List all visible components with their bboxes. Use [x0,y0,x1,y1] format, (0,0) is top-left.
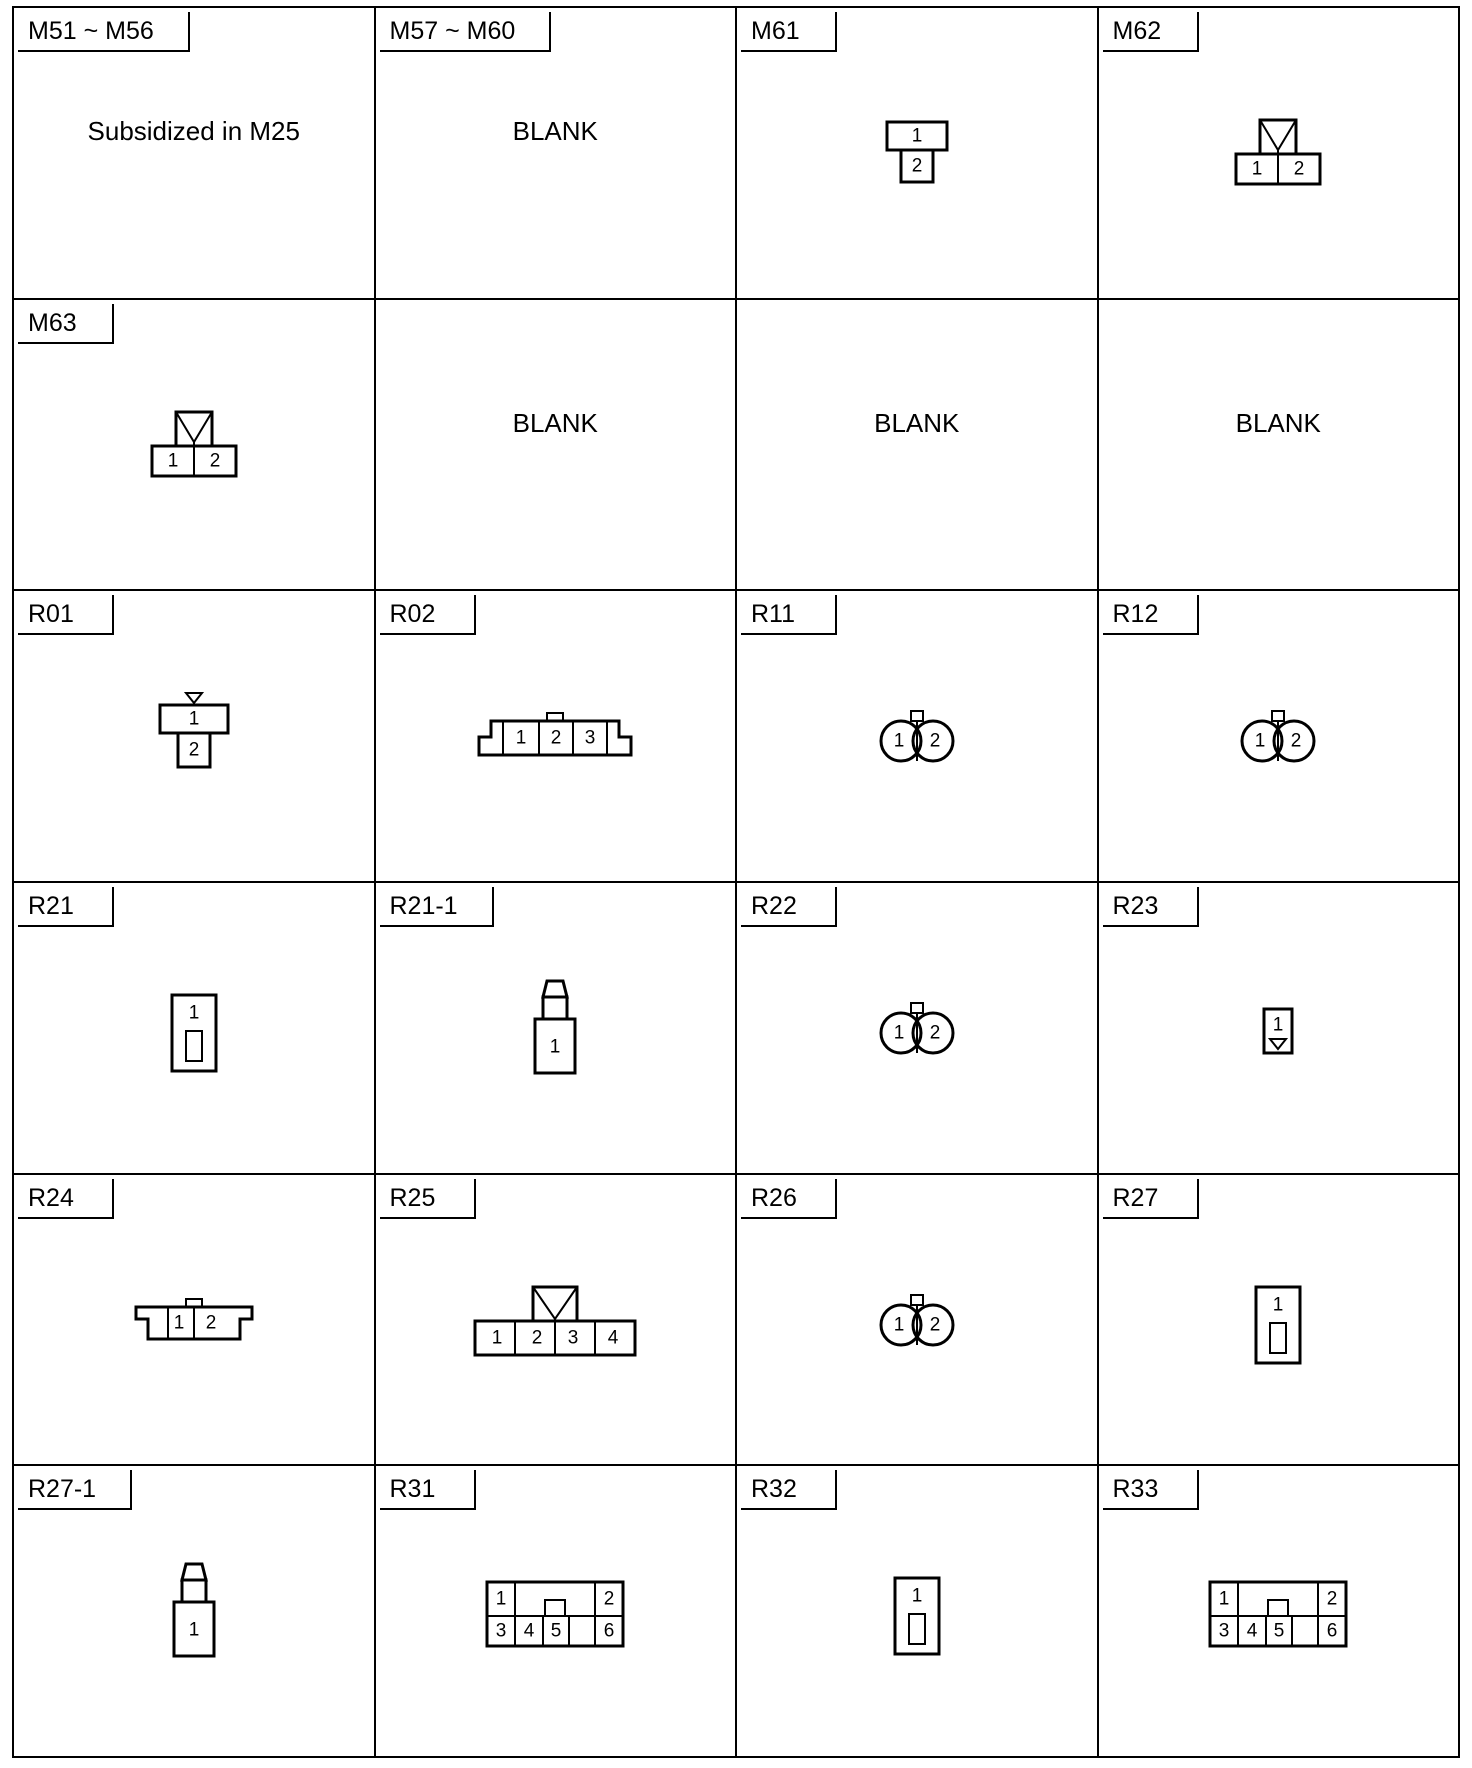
pin-number: 4 [523,1620,535,1642]
pin-number: 1 [188,1619,200,1641]
cell-note: BLANK [512,407,598,438]
connector-cell [737,300,1099,592]
pin-number: 3 [495,1620,507,1642]
connector-cell [376,591,738,883]
connector-face-diagram [94,390,294,510]
connector-face-diagram [94,1265,294,1385]
pin-number: 1 [1254,730,1266,752]
connector-id-label: R27 [1103,1179,1199,1219]
pin-number: 2 [209,450,221,472]
pin-number: 1 [549,1036,561,1058]
cell-note: Subsidized in M25 [87,116,300,146]
connector-face-diagram [817,1556,1017,1676]
connector-id-label: M57 ~ M60 [380,12,552,52]
connector-cell [14,883,376,1175]
pin-number: 1 [167,450,179,472]
pin-number: 6 [603,1620,615,1642]
connector-cell [737,591,1099,883]
pin-number: 2 [603,1588,615,1610]
pin-number: 5 [1273,1620,1285,1642]
pin-number: 2 [531,1327,543,1349]
pin-number: 2 [205,1312,217,1334]
pin-number: 1 [911,125,923,147]
connector-face-diagram [455,1265,655,1385]
pin-number: 2 [929,1022,941,1044]
connector-id-label: R12 [1103,595,1199,635]
pin-number: 1 [911,1585,923,1607]
connector-cell [1099,591,1461,883]
pin-number: 2 [1293,158,1305,180]
connector-face-diagram [817,681,1017,801]
connector-cell [1099,1175,1461,1467]
cell-note: BLANK [1235,407,1321,438]
connector-face-diagram [1178,973,1378,1093]
connector-id-label: R21 [18,887,114,927]
connector-face-diagram [1178,1556,1378,1676]
pin-number: 1 [893,1022,905,1044]
pin-number: 1 [495,1588,507,1610]
connector-cell [376,1175,738,1467]
connector-id-label: R25 [380,1179,476,1219]
pin-number: 1 [1218,1588,1230,1610]
connector-face-diagram [1178,1265,1378,1385]
connector-face-diagram [1178,98,1378,218]
pin-number: 2 [929,730,941,752]
connector-id-label: R23 [1103,887,1199,927]
connector-cell [14,8,376,300]
pin-number: 2 [550,727,562,749]
pin-number: 1 [173,1312,185,1334]
connector-cell [1099,300,1461,592]
connector-id-label: R33 [1103,1470,1199,1510]
connector-cell [1099,8,1461,300]
connector-cell [14,1466,376,1758]
connector-face-diagram [94,1556,294,1676]
pin-number: 2 [929,1314,941,1336]
pin-number: 4 [607,1327,619,1349]
connector-cell [737,1466,1099,1758]
pin-number: 6 [1326,1620,1338,1642]
connector-cell [14,1175,376,1467]
connector-id-label: M61 [741,12,837,52]
connector-id-label: R26 [741,1179,837,1219]
connector-cell [737,1175,1099,1467]
connector-id-label: R27-1 [18,1470,132,1510]
connector-id-label: R32 [741,1470,837,1510]
connector-id-label: M63 [18,304,114,344]
connector-face-diagram [455,973,655,1093]
pin-number: 1 [1272,1014,1284,1036]
connector-id-label: R21-1 [380,887,494,927]
pin-number: 1 [515,727,527,749]
connector-face-diagram [455,1556,655,1676]
pin-number: 4 [1246,1620,1258,1642]
connector-cell [737,8,1099,300]
connector-cell [1099,883,1461,1175]
pin-number: 1 [1251,158,1263,180]
connector-cell [14,300,376,592]
connector-face-diagram [817,973,1017,1093]
connector-id-label: R22 [741,887,837,927]
pin-number: 2 [188,739,200,761]
pin-number: 1 [188,1002,200,1024]
pin-number: 5 [550,1620,562,1642]
connector-face-diagram [1178,681,1378,801]
connector-cell [376,883,738,1175]
connector-id-label: M51 ~ M56 [18,12,190,52]
connector-cell [737,883,1099,1175]
connector-id-label: R31 [380,1470,476,1510]
cell-note: BLANK [512,116,598,146]
connector-cell [376,300,738,592]
pin-number: 1 [491,1327,503,1349]
pin-number: 1 [1272,1294,1284,1316]
connector-face-diagram [455,681,655,801]
pin-number: 1 [893,730,905,752]
connector-cell [1099,1466,1461,1758]
connector-face-diagram [817,98,1017,218]
pin-number: 2 [1326,1588,1338,1610]
connector-cell [376,1466,738,1758]
connector-cell [376,8,738,300]
pin-number: 3 [567,1327,579,1349]
pin-number: 1 [893,1314,905,1336]
connector-face-diagram [94,973,294,1093]
pin-number: 3 [1218,1620,1230,1642]
connector-id-label: R02 [380,595,476,635]
connector-cell [14,591,376,883]
pin-number: 2 [911,155,923,177]
connector-grid [12,6,1460,1758]
connector-face-diagram [817,1265,1017,1385]
pin-number: 1 [188,708,200,730]
connector-face-diagram [94,681,294,801]
cell-note: BLANK [874,407,960,438]
pin-number: 3 [584,727,596,749]
connector-id-label: R24 [18,1179,114,1219]
connector-id-label: R11 [741,595,837,635]
pin-number: 2 [1290,730,1302,752]
connector-id-label: R01 [18,595,114,635]
connector-id-label: M62 [1103,12,1199,52]
